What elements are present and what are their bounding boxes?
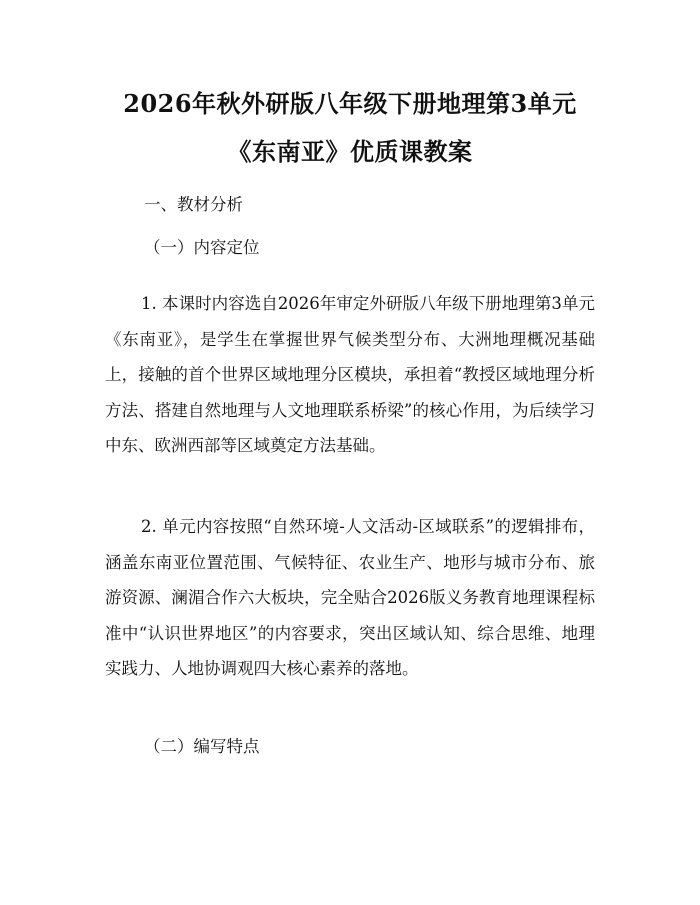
subsection-heading-content-positioning: （一）内容定位: [144, 238, 260, 257]
document-title-line2: 《东南亚》优质课教案: [227, 137, 473, 166]
paragraph-1: 1. 本课时内容选自2026年审定外研版八年级下册地理第3单元《东南亚》，是学生在掌握世界气候类型分布、大洲地理概况基础上，接触的首个世界区域地理分区模块，承担着“教授区域地理分析方法、搭建自然地理与人文地理联系桥梁”的核心作用，为后续学习中东、欧洲西部等区域奠定方法基础。: [105, 294, 595, 455]
paragraph-2: 2. 单元内容按照“自然环境-人文活动-区域联系”的逻辑排布，涵盖东南亚位置范围、气候特征、农业生产、地形与城市分布、旅游资源、澜湄合作六大板块，完全贴合2026版义务教育地理课程标准中“认识世界地区”的内容要求，突出区域认知、综合思维、地理实践力、人地协调观四大核心素养的落地。: [105, 517, 595, 678]
subsection-heading-writing-features: （二）编写特点: [144, 737, 260, 756]
document-title-line1: 2026年秋外研版八年级下册地理第3单元: [123, 89, 577, 118]
section-heading-textbook-analysis: 一、教材分析: [144, 195, 243, 214]
